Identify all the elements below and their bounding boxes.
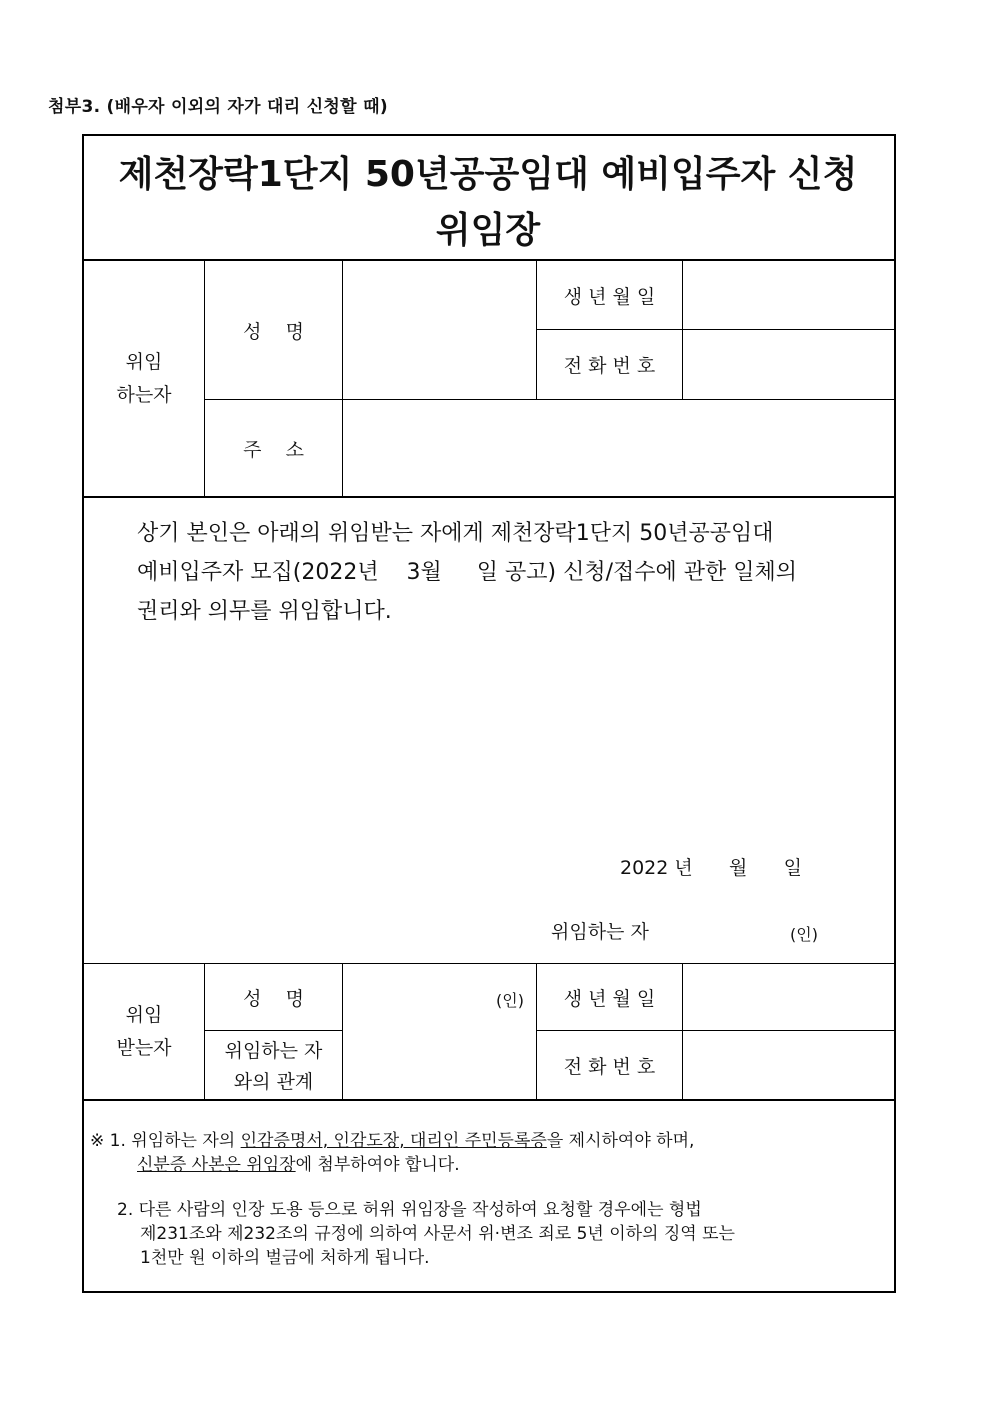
note-1-prefix: ※ 1. 위임하는 자의 <box>90 1131 241 1151</box>
delegate-label-1: 위임 <box>125 1003 163 1026</box>
note-1b-suffix: 에 첨부하여야 합니다. <box>295 1155 460 1175</box>
date-line: 2022 년 월 일 <box>620 857 802 879</box>
delegate-birth-label: 생 년 월 일 <box>563 987 656 1010</box>
note-2-line-2: 제231조와 제232조의 규정에 의하여 사문서 위·변조 죄로 5년 이하의 징역 또는 <box>140 1224 735 1244</box>
delegate-relation-label-2: 와의 관계 <box>233 1070 314 1093</box>
statement-line-1: 상기 본인은 아래의 위임받는 자에게 제천장락1단지 50년공공임대 <box>137 521 774 546</box>
delegate-phone-label: 전 화 번 호 <box>563 1055 656 1078</box>
note-1-line-2 <box>137 1150 460 1175</box>
statement-line-3: 권리와 의무를 위임합니다. <box>137 599 392 624</box>
attachment-header: 첨부3. (배우자 이외의 자가 대리 신청할 때) <box>48 97 388 117</box>
statement-line-2: 예비입주자 모집(2022년 3월 일 공고) 신청/접수에 관한 일체의 <box>137 560 798 585</box>
delegate-birth-field[interactable] <box>683 964 894 1030</box>
delegator-phone-label: 전 화 번 호 <box>563 355 656 377</box>
delegator-address-field[interactable] <box>343 400 894 496</box>
signer-label: 위임하는 자 <box>551 921 649 943</box>
note-1-required-docs: 인감증명서, 인감도장, 대리인 주민등록증 <box>240 1131 547 1151</box>
delegate-phone-field[interactable] <box>683 1031 894 1099</box>
delegator-phone-field[interactable] <box>683 330 894 399</box>
delegator-label-2: 하는자 <box>116 383 172 406</box>
form-title-sub: 위임장 <box>435 210 541 251</box>
delegator-birth-label: 생 년 월 일 <box>563 285 656 308</box>
note-1-line-1 <box>90 1126 694 1151</box>
divider-h-relation <box>204 1030 342 1031</box>
signer-seal-mark: (인) <box>790 925 818 944</box>
divider-notes-top <box>82 1099 894 1101</box>
note-2-line-1: 2. 다른 사람의 인장 도용 등으로 허위 위임장을 작성하여 요청할 경우에는 형법 <box>117 1200 702 1220</box>
delegate-name-label: 성 명 <box>243 987 304 1010</box>
delegate-label-2: 받는자 <box>116 1036 172 1059</box>
note-1b-underlined: 신분증 사본은 위임장 <box>137 1155 296 1175</box>
delegator-label-1: 위임 <box>125 350 163 373</box>
delegator-birth-field[interactable] <box>683 261 894 329</box>
delegate-relation-label-1: 위임하는 자 <box>224 1039 323 1062</box>
delegator-address-label: 주 소 <box>243 438 304 461</box>
delegate-relation-field[interactable] <box>343 1031 536 1099</box>
note-1-suffix: 을 제시하여야 하며, <box>546 1131 695 1151</box>
note-2-line-3: 1천만 원 이하의 벌금에 처하게 됩니다. <box>140 1248 430 1268</box>
form-title: 제천장락1단지 50년공공임대 예비입주자 신청 <box>118 154 858 195</box>
delegate-seal-mark: (인) <box>496 991 524 1010</box>
delegator-name-field[interactable] <box>343 261 536 399</box>
delegator-name-label: 성 명 <box>243 320 304 343</box>
divider-statement-top <box>82 496 894 498</box>
